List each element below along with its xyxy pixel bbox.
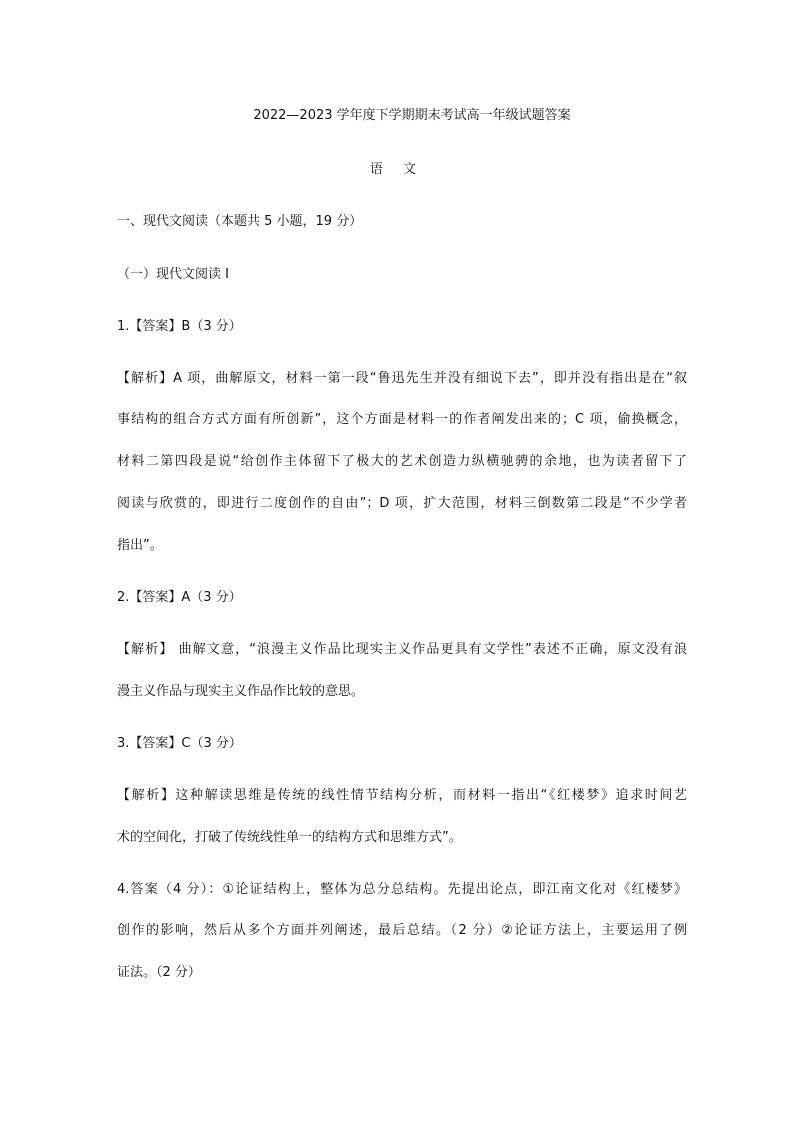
explanation-2-line-2: 漫主义作品与现实主义作品作比较的意思。 bbox=[117, 684, 365, 699]
explanation-3-line-1: 【解析】这种解读思维是传统的线性情节结构分析，而材料一指出“《红楼梦》追求时间艺 bbox=[117, 788, 687, 803]
explanation-2-line-1: 【解析】 曲解文意，“浪漫主义作品比现实主义作品更具有文学性”表述不正确，原文没有浪 bbox=[117, 642, 687, 657]
answer-1: 1.【答案】B（3 分） bbox=[117, 319, 242, 334]
answer-3: 3.【答案】C（3 分） bbox=[117, 736, 242, 751]
document-title: 2022—2023 学年度下学期期末考试高一年级试题答案 bbox=[253, 108, 571, 123]
explanation-1-line-3: 材料二第四段是说“给创作主体留下了极大的艺术创造力纵横驰骋的余地，也为读者留下了 bbox=[117, 454, 687, 469]
answer-4-line-1: 4.答案（4 分）：①论证结构上，整体为总分总结构。先提出论点，即江南文化对《红楼梦》 bbox=[117, 882, 687, 897]
answer-4-line-2: 创作的影响，然后从多个方面并列阐述，最后总结。（2 分）②论证方法上，主要运用了例 bbox=[117, 923, 687, 938]
explanation-3-line-2: 术的空间化，打破了传统线性单一的结构方式和思维方式”。 bbox=[117, 830, 462, 845]
explanation-1-line-2: 事结构的组合方式方面有所创新”，这个方面是材料一的作者阐发出来的；C 项，偷换概念， bbox=[117, 412, 687, 427]
answer-4-line-3: 证法。（2 分） bbox=[117, 965, 201, 980]
answer-2: 2.【答案】A（3 分） bbox=[117, 590, 242, 605]
explanation-1-line-4: 阅读与欣赏的，即进行二度创作的自由”；D 项，扩大范围，材料三倒数第二段是“不少学者 bbox=[117, 496, 687, 511]
section-heading: 一、现代文阅读（本题共 5 小题，19 分） bbox=[117, 214, 363, 229]
explanation-1-line-5: 指出”。 bbox=[117, 538, 163, 553]
explanation-1-line-1: 【解析】A 项，曲解原文，材料一第一段“鲁迅先生并没有细说下去”，即并没有指出是在“叙 bbox=[117, 371, 687, 386]
subsection-heading: （一）现代文阅读 I bbox=[117, 267, 229, 282]
subject-title: 语 文 bbox=[369, 162, 425, 177]
